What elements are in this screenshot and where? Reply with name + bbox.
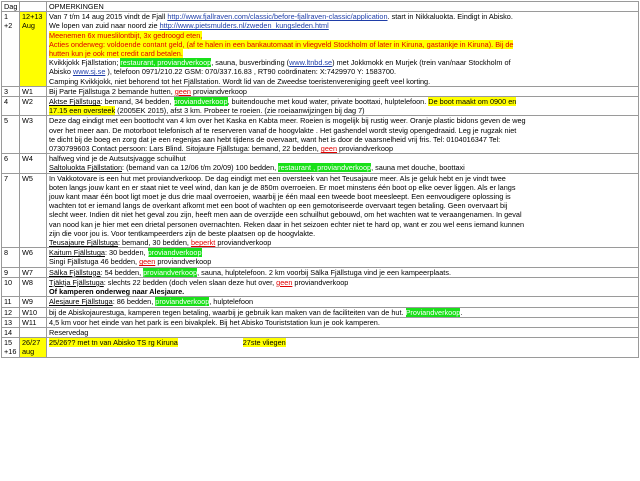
note-text: : 86 bedden, [112,297,156,307]
note-text: We lopen van zuid naar noord zie [49,21,160,31]
table-row [2,173,639,248]
highlight-yellow-text: 25/26?? met tn van Abisko TS rg Kiruna [49,338,178,348]
note-text: 0730799603 Contact persoon: Lars Blind. Sitojaure Fjällstuga: bemand, 22 bedden, [49,144,321,154]
hyperlink[interactable]: www.sj.se [72,67,106,77]
highlight-yellow-text: 17.15 een oversteek [49,106,116,116]
note-text: Van 7 t/m 14 aug 2015 vindt de Fjall [49,12,168,22]
note-line [49,201,636,210]
note-line [49,318,636,327]
note-text: te dicht bij de boeg en zorg dat je een regenjas aan hebt tijdens de overvaart, want het is door de vaarsnelheid vrij fris. Tel: 0104016347 Tel: [49,134,501,144]
note-text: zijn die voor jou is. Voor tentkampeerders zijn de beste plaatsen op de hoogvlakte. [49,228,316,238]
highlight-green-text: Proviandverkoop [405,307,461,317]
day-cell: 15 +16 [2,338,20,357]
note-text: jouw kant maar één boot ligt moet je dus drie maal overroeien, waarbij je één maal een tweede boot meesleept. Een eenvoudigere oplossing is [49,192,511,202]
note-line [49,268,636,277]
itinerary-table [1,1,639,358]
notes-cell [47,307,639,317]
table-row [2,297,639,307]
note-line [49,126,636,135]
date-cell [20,327,47,337]
note-text: . [460,307,463,317]
table-row [2,317,639,327]
note-text: : slechts 22 bedden (doch velen slaan deze hut over, [103,277,277,287]
notes-cell [47,154,639,173]
day-cell: 4 [2,97,20,116]
note-text: Kaitum Fjällstuga [49,248,105,258]
note-text: geen [320,144,338,154]
date-cell: W6 [20,248,47,267]
note-text: In Vakkotovare is een hut met proviandverkoop. De dag eindigt met een oversteek van het Teusajaure meer. Als je geluk hebt en je vindt twee [49,173,506,183]
header-day: Dag [2,2,20,12]
note-text: Tjäktja Fjällstuga [49,277,104,287]
highlight-yellow-text: De boot maakt om 0900 en [428,97,517,107]
day-cell: 1 +2 [2,12,20,87]
notes-cell [47,317,639,327]
day-cell: 10 [2,277,20,296]
note-line [49,229,636,238]
note-line [49,210,636,219]
note-text: 4,5 km voor het einde van het park is een bivakplek. Bij het Abisko Touriststation kun je ook kamperen. [49,317,380,327]
table-row [2,307,639,317]
highlight-green-text: restaurant, proviandverkoop [120,58,212,68]
note-text: Kvikkjokk Fjällstation; [49,58,121,68]
note-text: geen [139,257,156,267]
note-text: Sälka Fjällstuga [49,267,101,277]
note-text: , sauna, hulptelefoon. 2 km voorbij Sälka Fjällstuga vind je een kampeerplaats. [197,267,451,277]
date-cell: 12+13 Aug [20,12,47,87]
note-line [49,106,636,115]
day-cell: 5 [2,116,20,154]
highlight-green-text: proviandverkoop [155,297,210,307]
note-text: ) met Jokkmokk en Murjek (trein van/naar Stockholm of [332,58,511,68]
note-line [49,58,636,67]
note-text: van nood kan je hier met een drietal personen overnachten. Reken daar in het seizoen echter niet te hard op, want er zou wel eens iemand kunnen [49,219,525,229]
date-cell: W11 [20,317,47,327]
note-line [49,163,636,172]
note-text: geen [276,277,293,287]
note-text: , hulptelefoon [209,297,254,307]
note-text: Reservedag [49,327,89,337]
note-text: , sauna, busverbinding ( [211,58,290,68]
notes-cell [47,116,639,154]
note-text: Abisko [49,67,73,77]
note-line [49,308,636,317]
highlight-green-text: restaurant , proviandverkoop [278,163,372,173]
table-row [2,12,639,87]
note-text: Saltoluokta Fjällstation [49,163,123,173]
day-cell: 3 [2,86,20,96]
day-cell: 11 [2,297,20,307]
note-line [49,12,636,21]
table-row [2,97,639,116]
notes-cell [47,267,639,277]
hyperlink[interactable]: http://www.fjallraven.com/classic/before-fjallraven-classic/application [167,12,388,22]
note-text [178,338,243,347]
note-text: proviandverkoop [190,86,247,96]
header-notes: OPMERKINGEN [47,2,639,12]
note-text: Aktse Fjällstuga [49,97,101,107]
note-text: (2005EK 2015), afst 3 km. Probeer te roeien. (zie roeiaanwijzingen bij dag 7) [115,106,365,116]
note-text: over het meer aan. De motorboot telefonisch af te reserveren vanaf de hoogvlakte . Het gashendel wordt stevig opengedraaid. Leg je rugzak niet [49,125,517,135]
note-text: proviandverkoop [292,277,349,287]
note-text: Bij Parte Fjällstuga 2 bemande hutten, [49,86,175,96]
notes-cell [47,86,639,96]
note-text: ), telefoon 0971/210.22 GSM: 070/337.16.83 , RT90 coördinaten: X:7429970 Y: 1583700. [105,67,396,77]
notes-cell [47,173,639,248]
date-cell: W2 [20,97,47,116]
note-line [49,183,636,192]
note-line [49,328,636,337]
note-text: : (bemand van ca 12/06 t/m 20/09) 100 bedden, [122,163,279,173]
notes-cell [47,338,639,357]
header-row [2,2,639,12]
table-row [2,116,639,154]
date-cell: 26/27 aug [20,338,47,357]
note-line [49,40,636,49]
notes-cell [47,297,639,307]
note-text: : bemand, 30 bedden, [117,238,191,248]
note-text: slecht weer. Indien dit niet het geval zou zijn, heeft men aan de overzijde een schuilhut gebouwd, om het wachten wat te veraangenamen. In geval [49,210,522,220]
note-text: beperkt [190,238,216,248]
note-line [49,248,636,257]
date-cell: W10 [20,307,47,317]
note-line [49,257,636,266]
notes-cell [47,248,639,267]
note-line [49,77,636,86]
note-line [49,31,636,40]
note-text: wachten tot er iemand langs de overkant afkomt met een boot of wachten op een gemotoriseerde overvaart tegen betaling. Geen overvaart bij [49,201,508,211]
notes-cell [47,12,639,87]
table-row [2,154,639,173]
note-line [49,144,636,153]
date-cell: W7 [20,267,47,277]
highlight-yellow-text: Acties onderweg: voldoende contant geld, (af te halen in een bankautomaat in vliegveld Stockholm of later in Kiruna, gastankje in Kiruna). Bij de [49,39,514,49]
highlight-yellow-text: Meenemen 6x mueslilontbijt, 3x gedroogd eten, [49,30,203,40]
highlight-green-text: proviandverkoop [173,97,228,107]
table-row [2,86,639,96]
hyperlink[interactable]: www.ltnbd.se [289,58,333,68]
note-line [49,97,636,106]
notes-cell [47,97,639,116]
date-cell: W8 [20,277,47,296]
note-text: Camping Kvikkjokk, niet behorend tot het Fjällstation. Wordt lid van de Zweedse toeristenvereniging geeft veel korting. [49,76,431,86]
note-line [49,116,636,125]
notes-cell [47,277,639,296]
note-text: Of kamperen onderweg naar Alesjaure. [49,287,185,297]
note-text: Singi Fjällstuga 46 bedden, [49,257,140,267]
highlight-yellow-text: hutten kun je ook met credit card betalen. [49,49,183,59]
table-row [2,248,639,267]
note-text: : 30 bedden, [104,248,148,258]
day-cell: 13 [2,317,20,327]
hyperlink[interactable]: http://www.pietsmulders.nl/zweden_kungsleden.html [159,21,329,31]
note-text: boten langs jouw kant en er staat niet te veel wind, dan kan je de 850m overroeien. Er moet minstens één boot op elke oever liggen. Als er langs [49,182,516,192]
note-line [49,220,636,229]
note-line [49,87,636,96]
note-line [49,135,636,144]
note-line [49,67,636,76]
note-text: : 54 bedden, [100,267,144,277]
note-line [49,174,636,183]
day-cell: 12 [2,307,20,317]
note-text: proviandverkoop [155,257,212,267]
note-text: halfweg vind je de Autsutsjvagge schuilhut [49,154,186,164]
note-line [49,154,636,163]
date-cell: W1 [20,86,47,96]
note-line [49,21,636,30]
highlight-green-text: proviandverkoop [147,248,202,258]
note-text: bij de Abiskojaurestuga, kamperen tegen betaling, waarbij je gebruik kan maken van de faciliteiten van de hut. [49,307,406,317]
table-row [2,267,639,277]
day-cell: 7 [2,173,20,248]
table-row [2,327,639,337]
date-cell: W3 [20,116,47,154]
note-line [49,287,636,296]
note-text: Teusajaure Fjällstuga [49,238,118,248]
date-cell: W9 [20,297,47,307]
note-line [49,49,636,58]
note-text: , buitendouche met koud water, private boottaxi, hulptelefoon. [227,97,429,107]
note-line [49,297,636,306]
notes-cell [47,327,639,337]
note-text: : bemand, 34 bedden, [100,97,174,107]
note-line [49,278,636,287]
note-line [49,338,636,347]
header-date [20,2,47,12]
table-row [2,338,639,357]
date-cell: W5 [20,173,47,248]
day-cell: 9 [2,267,20,277]
note-line [49,192,636,201]
note-text: proviandverkoop [215,238,272,248]
highlight-yellow-text: 27ste vliegen [242,338,286,348]
day-cell: 8 [2,248,20,267]
note-line [49,238,636,247]
note-text: proviandverkoop [337,144,394,154]
day-cell: 14 [2,327,20,337]
note-text: , sauna met douche, boottaxi [371,163,465,173]
note-text: . start in Nikkaluokta. Eindigt in Abisko. [387,12,513,22]
highlight-green-text: proviandverkoop [143,267,198,277]
date-cell: W4 [20,154,47,173]
note-text: Deze dag eindigt met een boottocht van 4 km over het Kaska en Kabta meer. Roeien is mogelijk bij rustig weer. Oranje plastic bidons geven de weg [49,116,526,126]
day-cell: 6 [2,154,20,173]
note-text: geen [174,86,191,96]
table-row [2,277,639,296]
note-text: Alesjaure Fjällstuga [49,297,113,307]
